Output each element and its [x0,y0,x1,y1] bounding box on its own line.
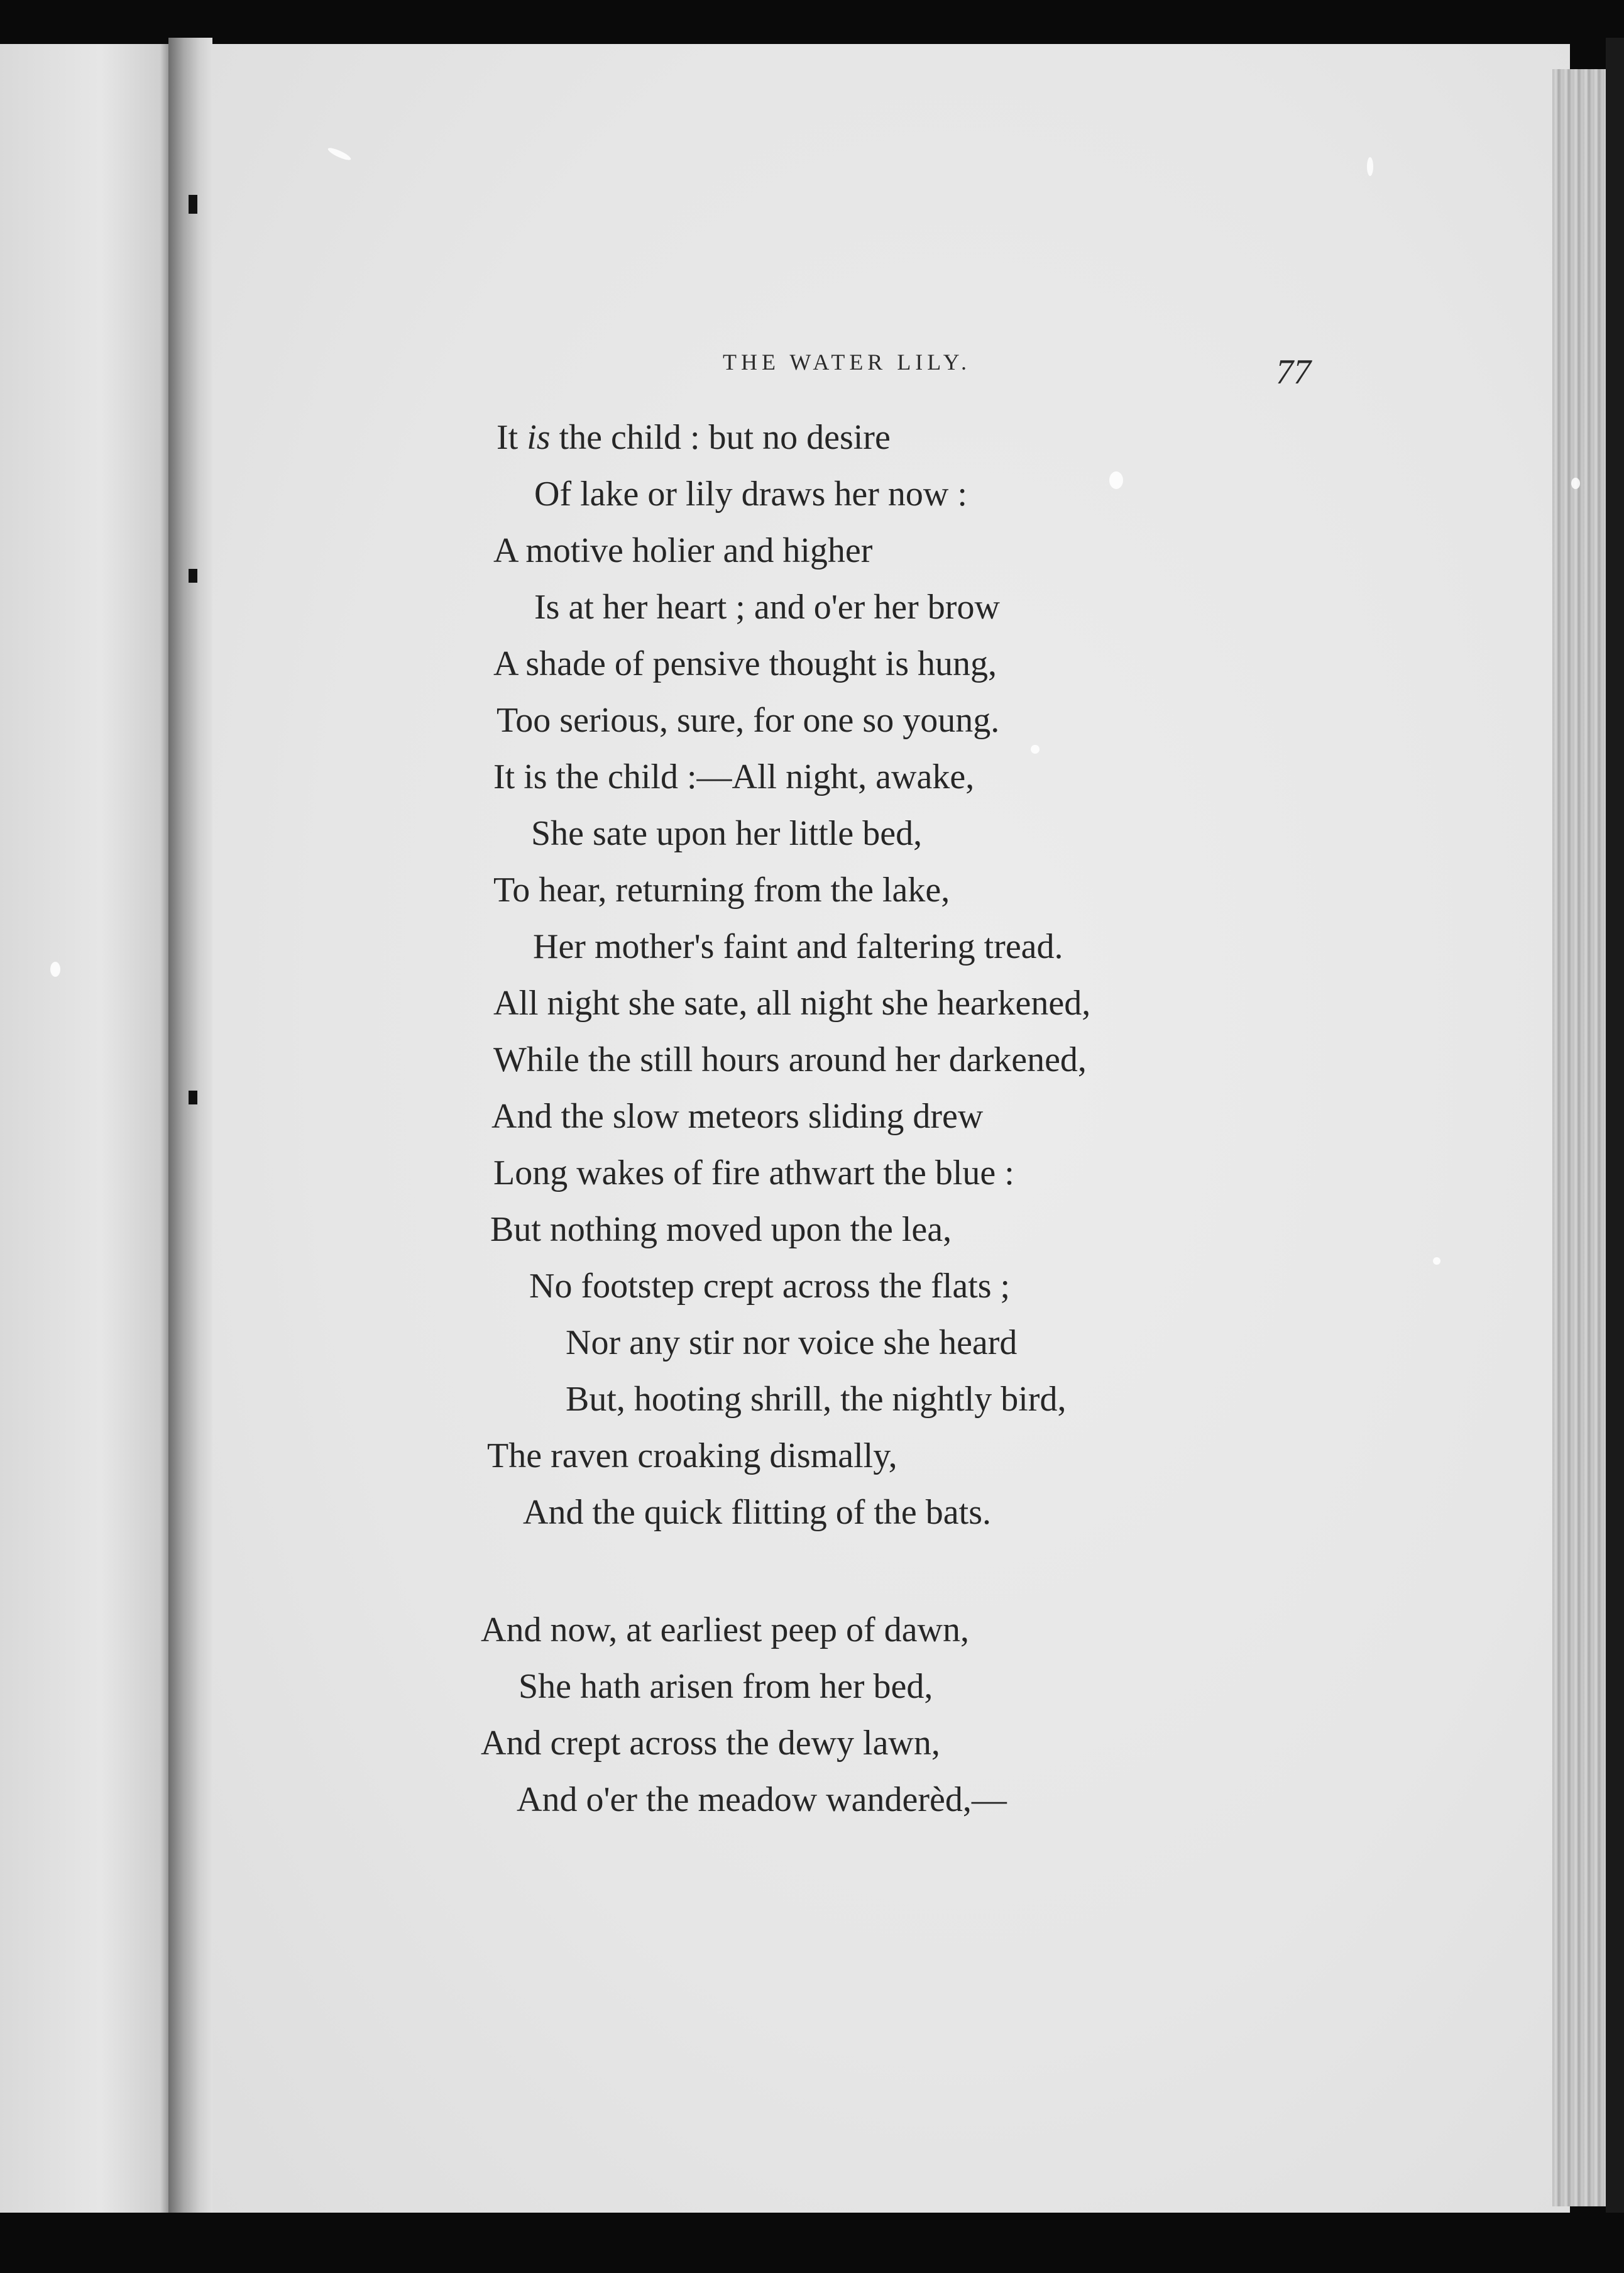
page-number: 77 [1276,353,1311,392]
gutter-mark [189,1091,197,1104]
verse-line [493,872,950,908]
verse-text: the child : but no desire [550,418,891,457]
scan-top-border [0,0,1624,49]
verse-line [566,1325,1017,1360]
verse-emphasis: is [527,418,551,457]
verse-text: Nor any stir nor voice she heard [566,1323,1018,1362]
verse-text: Of lake or lily draws her now : [534,475,967,514]
verse-line [493,1042,1087,1077]
dust-speck [50,962,60,977]
dust-speck [1367,157,1373,176]
verse-line [491,1099,983,1134]
book-gutter [168,38,212,2219]
verse-text: It [497,418,527,457]
verse-text: And the quick flitting of the bats. [523,1493,991,1532]
verse-line [493,533,872,568]
left-page-edge [0,44,168,2213]
verse-line [481,1725,940,1761]
verse-line [497,703,999,738]
verse-text: And o'er the meadow wanderèd,— [517,1780,1007,1819]
verse-text: Her mother's faint and faltering tread. [533,927,1063,966]
verse-line [534,476,967,512]
verse-text: All night she sate, all night she hearkened, [493,984,1091,1023]
verse-line [534,590,1000,625]
verse-line [487,1438,897,1473]
verse-text: And now, at earliest peep of dawn, [481,1610,969,1649]
page-stack-edge [1552,69,1609,2206]
verse-line [531,816,922,851]
scan-bottom-border [0,2213,1624,2273]
verse-text: While the still hours around her darkened, [493,1040,1087,1079]
verse-line [533,929,1063,964]
verse-text: She sate upon her little bed, [531,814,923,853]
verse-line [566,1382,1066,1417]
verse-text: To hear, returning from the lake, [493,871,950,910]
verse-text: It is the child :—All night, awake, [493,757,975,796]
verse-line [481,1612,969,1648]
dust-speck [1433,1257,1440,1265]
verse-text: Is at her heart ; and o'er her brow [534,588,1000,627]
verse-text: And the slow meteors sliding drew [491,1097,984,1136]
running-head: THE WATER LILY. [723,349,972,375]
verse-text: Long wakes of fire athwart the blue : [493,1153,1014,1192]
scan-right-border [1606,38,1624,2238]
verse-text: A motive holier and higher [493,531,873,570]
dust-speck [1571,478,1580,489]
verse-text: But nothing moved upon the lea, [490,1210,952,1249]
verse-text: She hath arisen from her bed, [518,1667,933,1706]
verse-line [493,1155,1014,1191]
verse-line [518,1669,933,1704]
verse-line [490,1212,952,1247]
gutter-mark [189,569,197,583]
verse-line [493,986,1090,1021]
dust-speck [1109,471,1123,489]
verse-line [529,1269,1010,1304]
verse-line [517,1782,1007,1817]
verse-text: But, hooting shrill, the nightly bird, [566,1380,1067,1419]
gutter-mark [189,195,197,214]
verse-text: The raven croaking dismally, [487,1436,897,1475]
dust-speck [1031,745,1040,754]
verse-line [493,646,997,681]
verse-text: No footstep crept across the flats ; [529,1267,1011,1306]
verse-text: Too serious, sure, for one so young. [497,701,1000,740]
verse-text: A shade of pensive thought is hung, [493,644,997,683]
verse-line [493,759,974,795]
verse-line [497,420,891,455]
verse-line [523,1495,991,1530]
verse-text: And crept across the dewy lawn, [481,1724,940,1763]
